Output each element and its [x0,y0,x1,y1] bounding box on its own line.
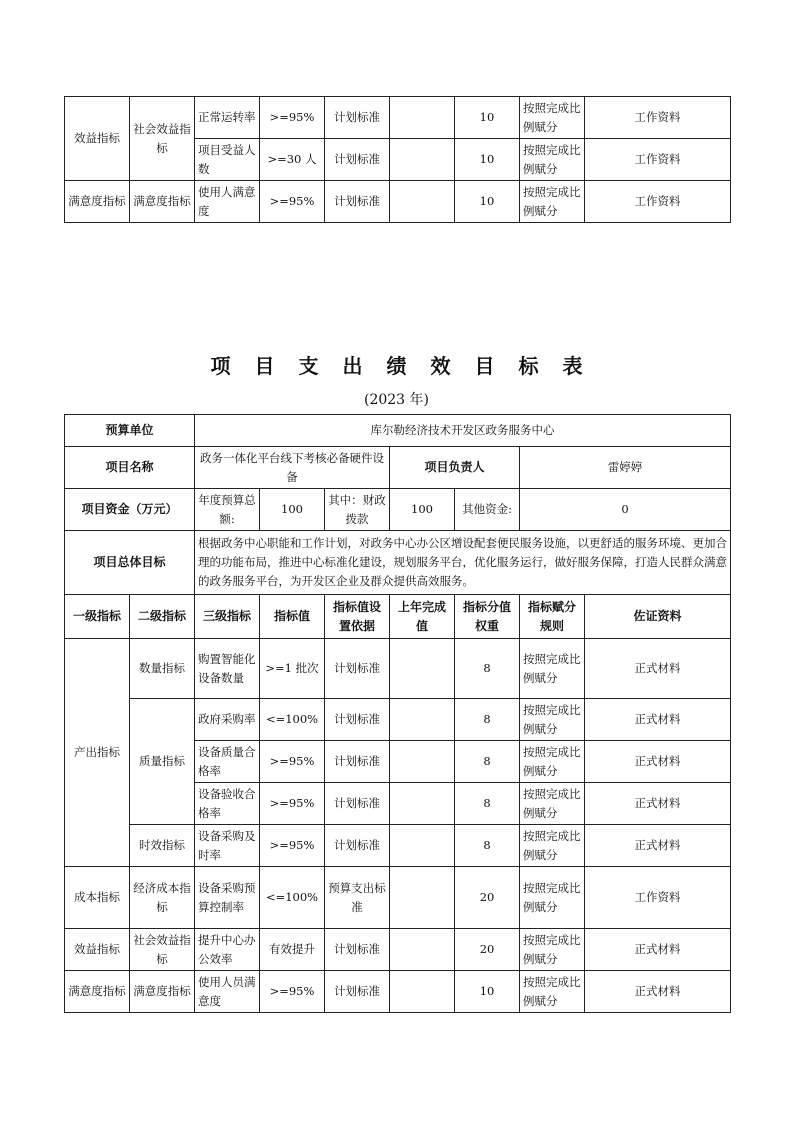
basis-cell: 计划标准 [325,783,390,825]
last-year-cell [390,181,455,223]
last-year-cell [390,971,455,1013]
project-funds-label: 项目资金（万元） [65,489,195,531]
annual-budget-value: 100 [260,489,325,531]
rule-cell: 按照完成比例赋分 [520,741,585,783]
evidence-cell: 正式材料 [585,971,731,1013]
rule-cell: 按照完成比例赋分 [520,639,585,699]
budget-unit-label: 预算单位 [65,415,195,447]
page-title: 项目支出绩效目标表 [210,354,607,378]
level3-cell: 正常运转率 [195,97,260,139]
fiscal-allocation-label: 其中：财政拨款 [325,489,390,531]
evidence-cell: 工作资料 [585,867,731,929]
weight-cell: 8 [455,639,520,699]
rule-cell: 按照完成比例赋分 [520,139,585,181]
level2-cell: 经济成本指标 [130,867,195,929]
level3-cell: 项目受益人数 [195,139,260,181]
project-manager-label: 项目负责人 [390,447,520,489]
level3-cell: 使用人员满意度 [195,971,260,1013]
evidence-cell: 工作资料 [585,181,731,223]
weight-cell: 10 [455,97,520,139]
level3-cell: 设备质量合格率 [195,741,260,783]
year-subtitle: (2023 年) [363,392,429,408]
header-row [65,595,731,639]
indicator-value-cell: >=95% [260,741,325,783]
annual-budget-label: 年度预算总额: [195,489,260,531]
basis-cell: 计划标准 [325,741,390,783]
evidence-cell: 工作资料 [585,139,731,181]
indicator-value-cell: <=100% [260,867,325,929]
table-row [65,867,731,929]
project-name-value: 政务一体化平台线下考核必备硬件设备 [195,447,390,489]
level3-cell: 提升中心办公效率 [195,929,260,971]
evidence-cell: 正式材料 [585,783,731,825]
column-header: 指标赋分规则 [520,595,585,639]
project-name-label: 项目名称 [65,447,195,489]
fiscal-allocation-value: 100 [390,489,455,531]
table-row [65,929,731,971]
evidence-cell: 正式材料 [585,929,731,971]
weight-cell: 8 [455,741,520,783]
last-year-cell [390,139,455,181]
evidence-cell: 正式材料 [585,639,731,699]
indicator-value-cell: <=100% [260,699,325,741]
level1-cell: 成本指标 [65,867,130,929]
last-year-cell [390,699,455,741]
weight-cell: 10 [455,181,520,223]
basis-cell: 计划标准 [325,699,390,741]
project-manager-value: 雷婷婷 [520,447,731,489]
level1-cell: 效益指标 [65,97,130,181]
column-header: 二级指标 [130,595,195,639]
column-header: 一级指标 [65,595,130,639]
table-row [65,699,731,741]
basis-cell: 计划标准 [325,929,390,971]
level2-cell: 满意度指标 [130,181,195,223]
weight-cell: 8 [455,825,520,867]
weight-cell: 8 [455,699,520,741]
weight-cell: 20 [455,867,520,929]
level2-cell: 社会效益指标 [130,97,195,181]
level3-cell: 政府采购率 [195,699,260,741]
project-funds-row [65,489,731,531]
basis-cell: 计划标准 [325,97,390,139]
column-header: 指标值设置依据 [325,595,390,639]
last-year-cell [390,783,455,825]
column-header: 三级指标 [195,595,260,639]
level3-cell: 设备验收合格率 [195,783,260,825]
basis-cell: 计划标准 [325,825,390,867]
basis-cell: 计划标准 [325,181,390,223]
top-continuation-table [64,96,731,223]
table-row [65,971,731,1013]
basis-cell: 计划标准 [325,139,390,181]
last-year-cell [390,741,455,783]
evidence-cell: 正式材料 [585,825,731,867]
level3-cell: 使用人满意度 [195,181,260,223]
level2-cell: 质量指标 [130,699,195,825]
overall-goal-text: 根据政务中心职能和工作计划，对政务中心办公区增设配套便民服务设施，以更舒适的服务环境、更加合理的功能布局，推进中心标准化建设，规划服务平台，优化服务运行，做好服务保障，打造人民群众满意的政务服务平台，为开发区企业及群众提供高效服务。 [195,531,731,595]
column-header: 上年完成值 [390,595,455,639]
level1-cell: 满意度指标 [65,181,130,223]
other-funds-label: 其他资金: [455,489,520,531]
rule-cell: 按照完成比例赋分 [520,699,585,741]
level1-cell: 效益指标 [65,929,130,971]
table-row [65,97,731,139]
overall-goal-label: 项目总体目标 [65,531,195,595]
last-year-cell [390,825,455,867]
weight-cell: 20 [455,929,520,971]
rule-cell: 按照完成比例赋分 [520,783,585,825]
rule-cell: 按照完成比例赋分 [520,971,585,1013]
level3-cell: 设备采购及时率 [195,825,260,867]
evidence-cell: 正式材料 [585,699,731,741]
basis-cell: 预算支出标准 [325,867,390,929]
level3-cell: 设备采购预算控制率 [195,867,260,929]
indicator-value-cell: >=95% [260,971,325,1013]
basis-cell: 计划标准 [325,639,390,699]
rule-cell: 按照完成比例赋分 [520,867,585,929]
column-header: 佐证资料 [585,595,731,639]
rule-cell: 按照完成比例赋分 [520,825,585,867]
overall-goal-row [65,531,731,595]
last-year-cell [390,929,455,971]
project-name-row [65,447,731,489]
level1-cell: 满意度指标 [65,971,130,1013]
table-row [65,181,731,223]
last-year-cell [390,97,455,139]
weight-cell: 10 [455,971,520,1013]
evidence-cell: 工作资料 [585,97,731,139]
rule-cell: 按照完成比例赋分 [520,97,585,139]
column-header: 指标分值权重 [455,595,520,639]
performance-goal-table [64,414,731,1013]
table-row [65,825,731,867]
indicator-value-cell: >=95% [260,783,325,825]
level3-cell: 购置智能化设备数量 [195,639,260,699]
last-year-cell [390,867,455,929]
rule-cell: 按照完成比例赋分 [520,929,585,971]
level2-cell: 时效指标 [130,825,195,867]
indicator-value-cell: >=95% [260,825,325,867]
budget-unit-row [65,415,731,447]
indicator-value-cell: >=95% [260,97,325,139]
level2-cell: 社会效益指标 [130,929,195,971]
weight-cell: 8 [455,783,520,825]
other-funds-value: 0 [520,489,731,531]
level1-cell: 产出指标 [65,639,130,867]
evidence-cell: 正式材料 [585,741,731,783]
column-header: 指标值 [260,595,325,639]
indicator-value-cell: >=30 人 [260,139,325,181]
indicator-value-cell: >=95% [260,181,325,223]
indicator-value-cell: >=1 批次 [260,639,325,699]
budget-unit-value: 库尔勒经济技术开发区政务服务中心 [195,415,731,447]
table-row [65,639,731,699]
level2-cell: 满意度指标 [130,971,195,1013]
level2-cell: 数量指标 [130,639,195,699]
last-year-cell [390,639,455,699]
indicator-value-cell: 有效提升 [260,929,325,971]
basis-cell: 计划标准 [325,971,390,1013]
weight-cell: 10 [455,139,520,181]
rule-cell: 按照完成比例赋分 [520,181,585,223]
